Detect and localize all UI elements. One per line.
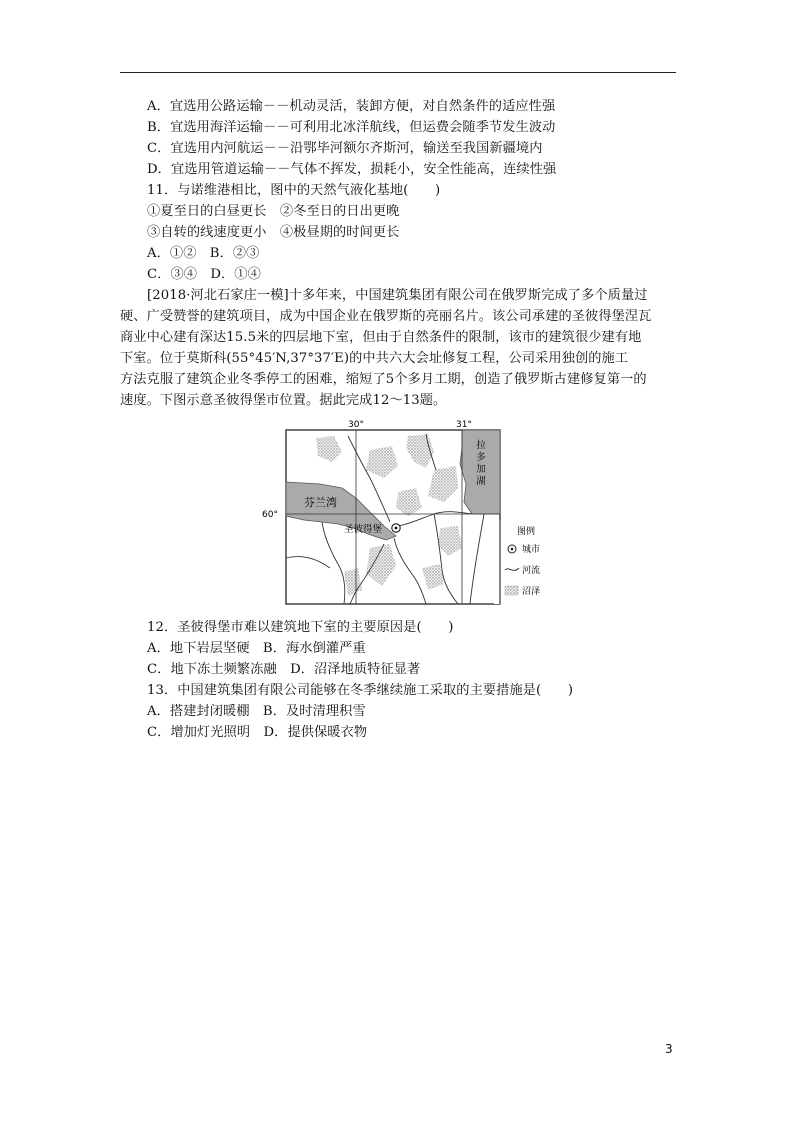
q11-options-ab: A．①② B．②③: [147, 246, 260, 261]
q11-statements-2: ③自转的线速度更小 ④极昼期的时间更长: [147, 225, 400, 240]
passage-line-5: 方法克服了建筑企业冬季停工的困难，缩短了5个多月工期，创造了俄罗斯古建修复第一的: [120, 372, 647, 387]
legend-river-label: 河流: [522, 566, 541, 576]
latitude-60-label: 60°: [262, 510, 278, 520]
q11-options-cd: C．③④ D．①④: [147, 267, 261, 282]
passage-line-6: 速度。下图示意圣彼得堡市位置。据此完成12～13题。: [120, 393, 447, 408]
longitude-30-label: 30°: [348, 420, 364, 430]
passage-line-1: [2018·河北石家庄一模]十多年来，中国建筑集团有限公司在俄罗斯完成了多个质量过: [147, 288, 648, 303]
city-label: 圣彼得堡: [344, 524, 383, 535]
legend-swamp-label: 沼泽: [522, 587, 541, 597]
q10-option-b: B．宜选用海洋运输－－可利用北冰洋航线，但运费会随季节发生波动: [147, 120, 556, 135]
q10-option-a: A．宜选用公路运输－－机动灵活，装卸方便，对自然条件的适应性强: [147, 99, 556, 114]
q13-options-ab: A．搭建封闭暖棚 B．及时清理积雪: [147, 704, 366, 719]
gulf-label: 芬兰湾: [304, 496, 337, 509]
passage-line-3: 商业中心建有深达15.5米的四层地下室，但由于自然条件的限制，该市的建筑很少建有地: [120, 330, 642, 345]
st-petersburg-location-map: [258, 418, 541, 610]
q12-stem: 12．圣彼得堡市难以建筑地下室的主要原因是( ): [147, 620, 454, 635]
q11-statements-1: ①夏至日的白昼更长 ②冬至日的日出更晚: [147, 204, 400, 219]
lake-label-2: 多: [476, 452, 486, 463]
q10-option-d: D．宜选用管道运输－－气体不挥发，损耗小，安全性能高，连续性强: [147, 162, 557, 177]
q13-options-cd: C．增加灯光照明 D．提供保暖衣物: [147, 725, 368, 740]
legend-city-label: 城市: [522, 545, 541, 555]
passage-line-4: 下室。位于莫斯科(55°45′N,37°37′E)的中共六大会址修复工程，公司采用独创的施工: [120, 351, 629, 366]
q12-options-cd: C．地下冻土频繁冻融 D．沼泽地质特征显著: [147, 662, 421, 677]
passage-line-2: 硬、广受赞誉的建筑项目，成为中国企业在俄罗斯的亮丽名片。该公司承建的圣彼得堡涅瓦: [120, 309, 652, 324]
longitude-31-label: 31°: [456, 420, 472, 430]
lake-label-1: 拉: [476, 440, 486, 451]
header-rule: [120, 72, 676, 73]
legend-swamp-icon: [505, 586, 518, 595]
legend-title: 图例: [516, 527, 536, 537]
page-number: 3: [665, 1042, 673, 1056]
q11-stem: 11．与诺维港相比，图中的天然气液化基地( ): [147, 183, 441, 198]
q12-options-ab: A．地下岩层坚硬 B．海水倒灌严重: [147, 641, 366, 656]
q13-stem: 13．中国建筑集团有限公司能够在冬季继续施工采取的主要措施是( ): [147, 683, 574, 698]
q10-option-c: C．宜选用内河航运－－沿鄂毕河额尔齐斯河，输送至我国新疆境内: [147, 141, 543, 156]
lake-label-3: 加: [476, 464, 486, 475]
lake-label-4: 湖: [476, 476, 486, 487]
